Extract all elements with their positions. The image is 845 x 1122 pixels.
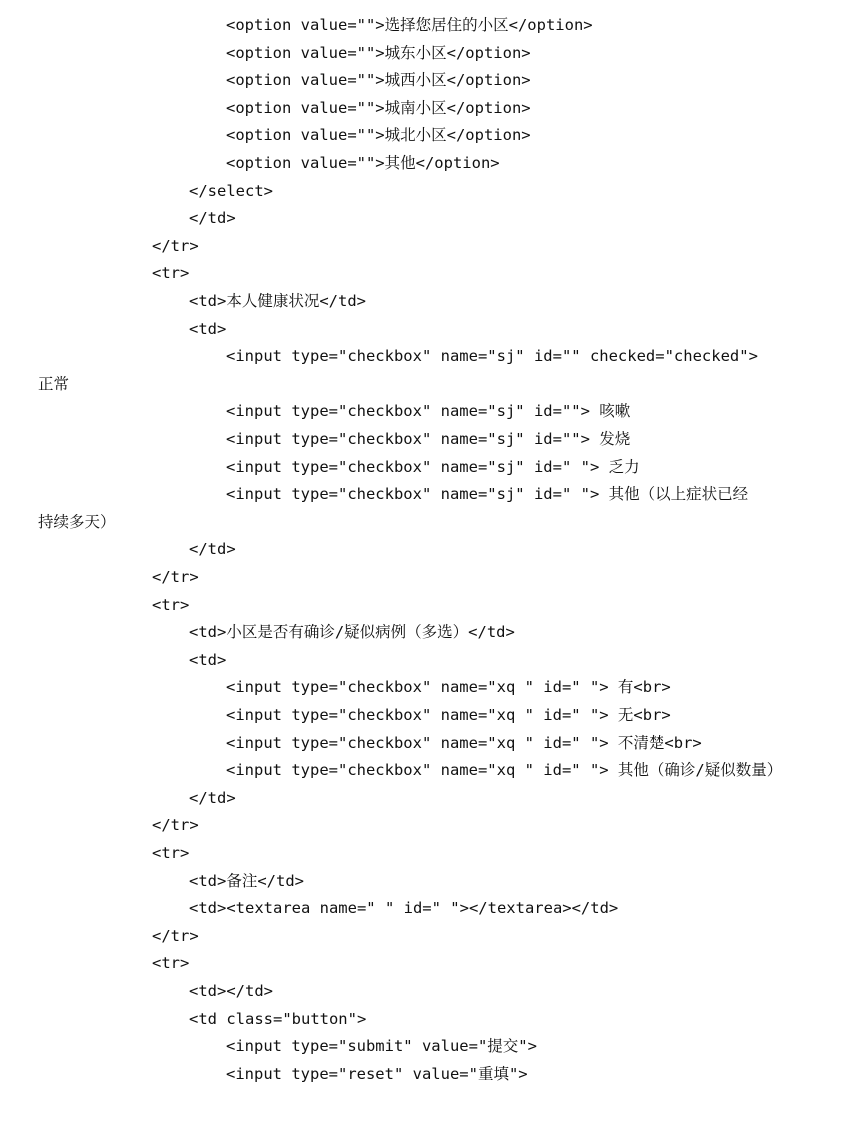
code-line [0,895,845,922]
code-line-text: <td>小区是否有确诊/疑似病例（多选）</td> [189,623,515,642]
code-line-text: </td> [189,540,236,559]
code-line-text: </tr> [152,236,199,255]
code-line-text: <input type="checkbox" name="xq " id=" "> 其他（确诊/疑似数量） [226,761,783,780]
code-line [0,619,845,646]
code-line-text: <option value="">其他</option> [226,154,500,172]
code-line-text: <option value="">城西小区</option> [226,71,531,90]
code-line-text: </tr> [152,926,199,945]
code-line-text: <input type="checkbox" name="sj" id=""> 咳嗽 [226,402,631,421]
code-line [0,592,845,619]
code-line [0,178,845,205]
code-line [0,316,845,343]
code-line [0,730,845,757]
code-line-text: <option value="">选择您居住的小区</option> [226,16,593,34]
code-line [0,371,845,398]
code-line-text: <input type="checkbox" name="xq " id=" "> 不清楚<br> [226,733,702,752]
code-line [0,536,845,563]
code-line [0,923,845,950]
code-line [0,868,845,895]
code-line-text: <option value="">城东小区</option> [226,43,531,62]
code-line [0,288,845,315]
code-line [0,454,845,481]
code-line [0,233,845,260]
code-line-text: <td>本人健康状况</td> [189,292,366,310]
code-line [0,1061,845,1088]
code-line [0,1006,845,1033]
code-line [0,674,845,701]
code-line-text: </tr> [152,816,199,835]
code-line-text: <td class="button"> [189,1009,367,1028]
code-line-text: <input type="checkbox" name="sj" id=" "> 其他（以上症状已经 [226,485,749,504]
code-line-text: </td> [189,209,236,228]
code-line [0,205,845,232]
code-line-text: 持续多天） [38,512,116,531]
code-line-text: <input type="checkbox" name="sj" id=" "> 乏力 [226,457,640,476]
code-line-text: <td> [189,650,227,669]
code-line [0,481,845,508]
code-line-text: <tr> [152,595,190,614]
code-line [0,150,845,177]
code-line-text: <tr> [152,264,190,283]
code-line-text: <td></td> [189,982,273,1000]
code-line [0,509,845,536]
code-line-text: </tr> [152,568,199,586]
code-line-text: <input type="checkbox" name="xq " id=" "> 有<br> [226,678,671,697]
code-line-text: <option value="">城南小区</option> [226,98,531,117]
code-line [0,1033,845,1060]
code-line [0,702,845,729]
code-line [0,757,845,784]
code-line-text: <td> [189,319,227,338]
code-line [0,260,845,287]
code-line [0,343,845,370]
code-line-text: </select> [189,181,273,200]
code-line [0,426,845,453]
code-line-text: <input type="checkbox" name="xq " id=" "> 无<br> [226,706,671,724]
code-line-text: <input type="submit" value="提交"> [226,1037,537,1056]
code-line [0,785,845,812]
code-line [0,398,845,425]
code-line [0,67,845,94]
code-line [0,978,845,1005]
code-line-text: <tr> [152,954,190,973]
code-line-text: <td><textarea name=" " id=" "></textarea></td> [189,899,619,918]
code-line-text: <td>备注</td> [189,871,304,890]
code-line-text: <tr> [152,844,190,862]
code-line-text: <input type="checkbox" name="sj" id="" checked="checked"> [226,347,758,366]
code-line [0,40,845,67]
code-line-text: <input type="checkbox" name="sj" id=""> 发烧 [226,430,631,448]
code-line-text: <input type="reset" value="重填"> [226,1064,528,1083]
code-line [0,564,845,591]
code-line [0,950,845,977]
code-line-text: <option value="">城北小区</option> [226,126,531,145]
code-line-text: </td> [189,788,236,807]
code-line [0,12,845,39]
code-line [0,647,845,674]
code-line [0,122,845,149]
code-line-text: 正常 [38,374,70,393]
code-line [0,812,845,839]
code-line [0,840,845,867]
code-line [0,95,845,122]
